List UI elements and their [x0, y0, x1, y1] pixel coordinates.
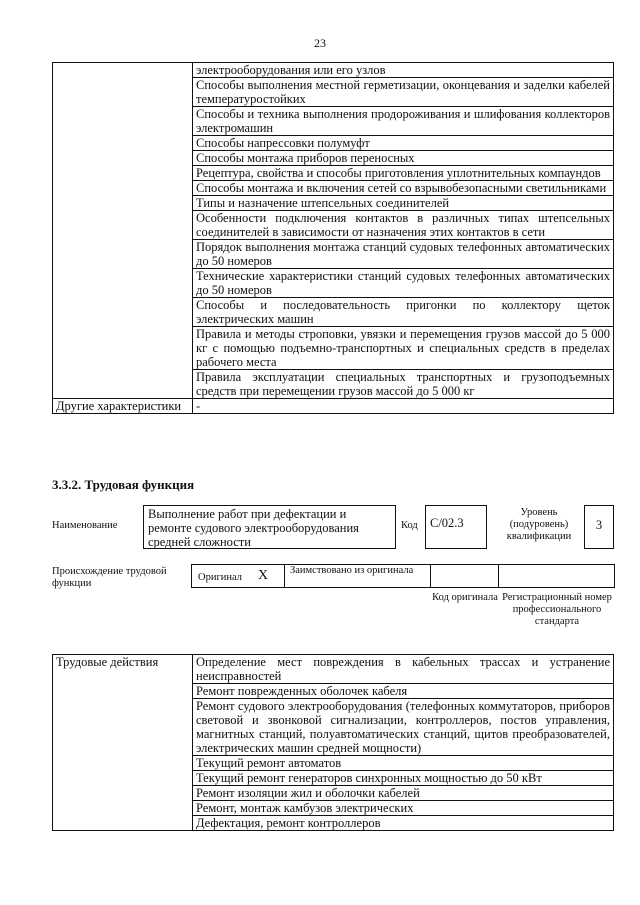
- table-cell: Особенности подключения контактов в различных типах штепсельных соединителей в зависимости от назначения этих контактов в сети: [193, 211, 614, 240]
- labor-actions-label: Трудовые действия: [53, 655, 193, 831]
- origin-row: [191, 564, 615, 588]
- divider: [430, 565, 431, 587]
- table-cell: Способы напрессовки полумуфт: [193, 136, 614, 151]
- table-cell: Ремонт изоляции жил и оболочки кабелей: [193, 786, 614, 801]
- table-cell: Ремонт, монтаж камбузов электрических: [193, 801, 614, 816]
- table-cell: Способы монтажа приборов переносных: [193, 151, 614, 166]
- table-cell: Технические характеристики станций судовых телефонных автоматических до 50 номеров: [193, 269, 614, 298]
- table-cell: Текущий ремонт автоматов: [193, 756, 614, 771]
- other-characteristics-value: -: [193, 399, 614, 414]
- reg-number-label: Регистрационный номер профессионального стандарта: [502, 592, 612, 627]
- table-cell: Порядок выполнения монтажа станций судовых телефонных автоматических до 50 номеров: [193, 240, 614, 269]
- table-cell: Способы выполнения местной герметизации, оконцевания и заделки кабелей температуростойких: [193, 78, 614, 107]
- other-characteristics-label: Другие характеристики: [53, 399, 193, 414]
- level-value-box: 3: [584, 505, 614, 549]
- table-cell: Дефектация, ремонт контроллеров: [193, 816, 614, 831]
- table-row: [53, 63, 614, 78]
- original-mark: X: [258, 568, 269, 583]
- table-cell: Правила и методы строповки, увязки и перемещения грузов массой до 5 000 кг с помощью подъемно-транспортных и специальных средств в пределах рабочего места: [193, 327, 614, 370]
- divider: [498, 565, 499, 587]
- table-cell: Способы и последовательность пригонки по коллектору щеток электрических машин: [193, 298, 614, 327]
- table-cell: Способы и техника выполнения продороживания и шлифования коллекторов электромашин: [193, 107, 614, 136]
- code-value-box: C/02.3: [425, 505, 487, 549]
- name-label: Наименование: [52, 520, 118, 531]
- knowledge-table: [52, 62, 614, 414]
- level-label: Уровень (подуровень) квалификации: [506, 507, 572, 542]
- name-value-box: Выполнение работ при дефектации и ремонте судового электрооборудования средней сложности: [143, 505, 396, 549]
- original-label: Оригинал: [198, 572, 242, 583]
- divider: [284, 565, 285, 587]
- table-cell: Ремонт судового электрооборудования (телефонных коммутаторов, приборов световой и звонковой сигнализации, контроллеров, постов управления, магнитных станций, полуавтоматических станций, щитов преобразователей, электрических машин средней мощности): [193, 699, 614, 756]
- labor-actions-table: [52, 654, 614, 831]
- left-empty-cell: [53, 63, 193, 399]
- table-row: [53, 655, 614, 684]
- section-title: 3.3.2. Трудовая функция: [52, 477, 195, 492]
- borrowed-label: Заимствовано из оригинала: [290, 565, 414, 576]
- code-label: Код: [401, 520, 418, 531]
- table-cell: Типы и назначение штепсельных соединителей: [193, 196, 614, 211]
- table-cell: Определение мест повреждения в кабельных трассах и устранение неисправностей: [193, 655, 614, 684]
- table-cell: Рецептура, свойства и способы приготовления уплотнительных компаундов: [193, 166, 614, 181]
- table-cell: Правила эксплуатации специальных транспортных и грузоподъемных средств при перемещении грузов массой до 5 000 кг: [193, 370, 614, 399]
- origin-label: Происхождение трудовой функции: [52, 566, 167, 589]
- page-number: 23: [314, 36, 326, 50]
- table-cell: Текущий ремонт генераторов синхронных мощностью до 50 кВт: [193, 771, 614, 786]
- table-cell: электрооборудования или его узлов: [193, 63, 614, 78]
- table-row: [53, 399, 614, 414]
- table-cell: Способы монтажа и включения сетей со взрывобезопасными светильниками: [193, 181, 614, 196]
- origin-code-label: Код оригинала: [432, 592, 498, 603]
- table-cell: Ремонт поврежденных оболочек кабеля: [193, 684, 614, 699]
